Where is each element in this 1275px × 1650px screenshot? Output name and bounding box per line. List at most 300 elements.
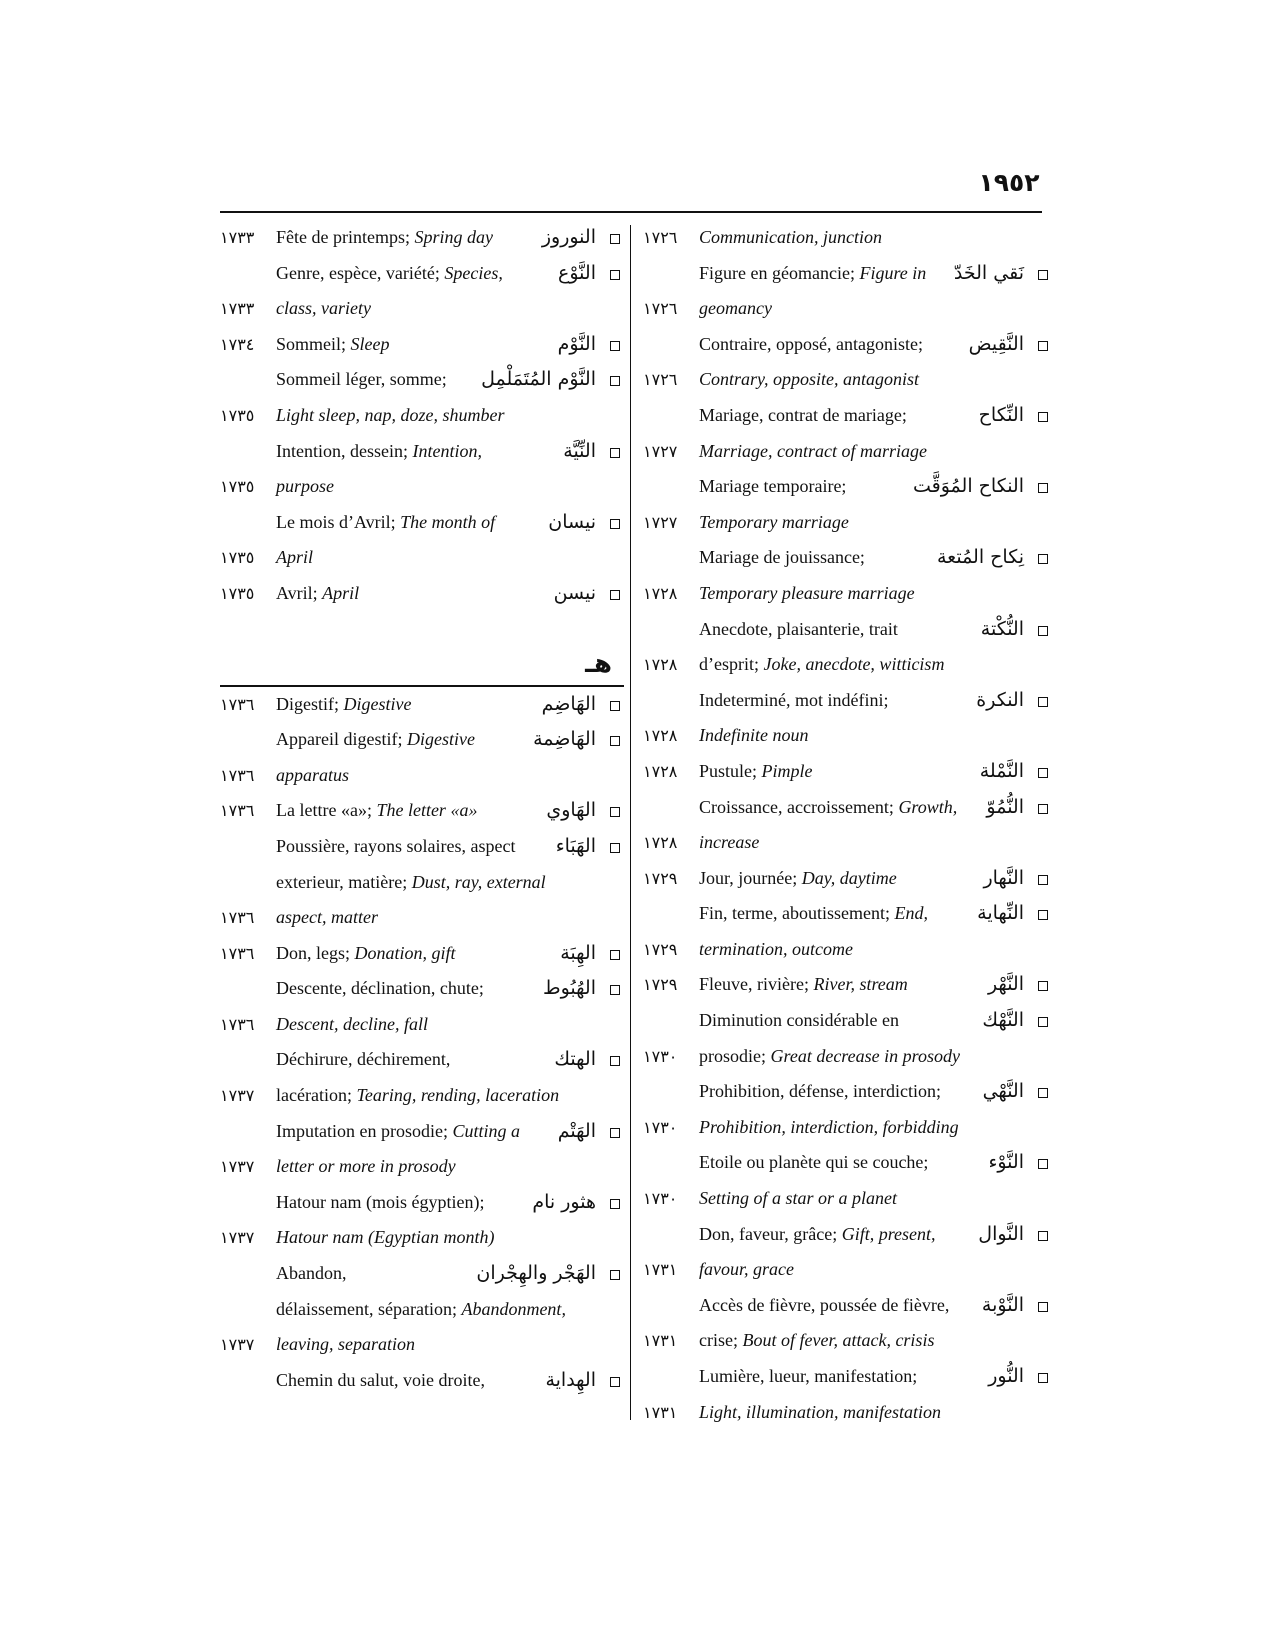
entry-definition [276, 1042, 450, 1078]
arabic-headword: النِّكاح [978, 403, 1024, 426]
french-definition: Avril; [276, 582, 323, 603]
entry-line [220, 936, 620, 972]
english-definition: Figure in [859, 262, 927, 283]
english-definition: Gift, present, [841, 1223, 936, 1244]
english-definition: aspect, matter [276, 907, 378, 928]
entry-bullet-icon [1038, 1159, 1048, 1169]
entry-line [643, 754, 1048, 790]
entry-line [220, 1042, 620, 1078]
english-definition: Contrary, opposite, antagonist [699, 369, 920, 390]
english-definition: River, stream [813, 974, 908, 995]
entry-definition [276, 1114, 520, 1150]
arabic-headword: النَّهار [983, 866, 1024, 889]
french-definition: Indeterminé, mot indéfini; [699, 689, 889, 710]
entry-definition [699, 505, 849, 541]
entry-number: ١٧٣٦ [220, 694, 255, 714]
entry-line [220, 865, 620, 901]
entry-definition [699, 647, 944, 683]
entry-definition [699, 790, 957, 826]
entry-line [220, 540, 620, 576]
entry-definition [699, 576, 915, 612]
french-definition: Mariage, contrat de mariage; [699, 404, 907, 425]
french-definition: Don, faveur, grâce; [699, 1223, 842, 1244]
entry-line [643, 967, 1048, 1003]
arabic-headword: نيسان [548, 510, 596, 533]
french-definition: exterieur, matière; [276, 871, 412, 892]
entry-definition [699, 291, 772, 327]
english-definition: increase [699, 832, 760, 853]
entry-bullet-icon [1038, 1088, 1048, 1098]
entry-line [220, 398, 620, 434]
entry-number: ١٧٣٧ [220, 1086, 255, 1106]
english-definition: Light, illumination, manifestation [699, 1401, 942, 1422]
entry-line [220, 793, 620, 829]
entry-line [643, 1110, 1048, 1146]
english-definition: Temporary pleasure marriage [699, 582, 915, 603]
entry-bullet-icon [1038, 981, 1048, 991]
arabic-headword: نِكاح المُتعة [936, 546, 1024, 569]
entry-line [643, 434, 1048, 470]
entry-definition [276, 900, 378, 936]
entry-bullet-icon [610, 1377, 620, 1387]
entry-definition [699, 1110, 959, 1146]
english-definition: geomancy [699, 298, 772, 319]
entry-line [220, 1149, 620, 1185]
english-definition: Species, [444, 262, 503, 283]
french-definition: Fleuve, rivière; [699, 974, 814, 995]
entry-definition [276, 1149, 456, 1185]
entry-line [220, 576, 620, 612]
entry-definition [276, 1185, 484, 1221]
entry-line [643, 398, 1048, 434]
french-definition: prosodie; [699, 1045, 771, 1066]
entry-definition [699, 220, 882, 256]
english-definition: Abandonment, [461, 1298, 566, 1319]
english-definition: Indefinite noun [699, 725, 809, 746]
entry-number: ١٧٢٨ [643, 583, 678, 603]
arabic-headword: النَّهْك [982, 1009, 1024, 1032]
entry-line [643, 505, 1048, 541]
left-section-entries [220, 687, 620, 1399]
entry-definition [276, 1256, 347, 1292]
arabic-headword: هثور نام [532, 1190, 596, 1213]
entry-line [643, 576, 1048, 612]
entry-definition [276, 220, 493, 256]
entry-definition [699, 754, 813, 790]
entry-bullet-icon [610, 234, 620, 244]
entry-line [643, 327, 1048, 363]
entry-line [220, 291, 620, 327]
english-definition: apparatus [276, 764, 350, 785]
entry-definition [699, 469, 846, 505]
french-definition: Déchirure, déchirement, [276, 1049, 451, 1070]
entry-line [643, 1039, 1048, 1075]
arabic-headword: النُّكْتة [980, 617, 1024, 640]
entry-definition [699, 967, 908, 1003]
entry-definition [699, 1323, 934, 1359]
arabic-headword: الهَتْم [557, 1119, 596, 1142]
french-definition: crise; [699, 1330, 743, 1351]
left-column [220, 220, 620, 1398]
entry-definition [276, 1327, 415, 1363]
arabic-headword: النَّوال [978, 1222, 1024, 1245]
entry-bullet-icon [610, 270, 620, 280]
entry-number: ١٧٣٠ [643, 1189, 678, 1209]
arabic-headword: الهُبُوط [543, 977, 596, 1000]
entry-line [643, 718, 1048, 754]
arabic-headword: النَّهْر [987, 973, 1024, 996]
entry-number: ١٧٣٦ [220, 801, 255, 821]
left-entries [220, 220, 620, 612]
entry-number: ١٧٣١ [643, 1260, 678, 1280]
entry-number: ١٧٣١ [643, 1402, 678, 1422]
entry-number: ١٧٣٦ [220, 1014, 255, 1034]
entry-line [643, 291, 1048, 327]
english-definition: Communication, junction [699, 227, 882, 247]
french-definition: Genre, espèce, variété; [276, 262, 445, 283]
entry-line [220, 505, 620, 541]
entry-line [643, 647, 1048, 683]
entry-line [643, 469, 1048, 505]
english-definition: Setting of a star or a planet [699, 1188, 897, 1209]
entry-definition [699, 683, 888, 719]
entry-definition [276, 398, 505, 434]
entry-definition [699, 327, 923, 363]
french-definition: d’esprit; [699, 654, 764, 675]
english-definition: Descent, decline, fall [276, 1013, 428, 1034]
entry-line [220, 758, 620, 794]
french-definition: Mariage de jouissance; [699, 547, 865, 568]
entry-number: ١٧٢٧ [643, 441, 678, 461]
french-definition: Poussière, rayons solaires, aspect [276, 835, 516, 856]
entry-number: ١٧٢٨ [643, 655, 678, 675]
entry-definition [276, 1220, 494, 1256]
entry-bullet-icon [610, 807, 620, 817]
entry-definition [699, 896, 928, 932]
entry-line [220, 434, 620, 470]
french-definition: Sommeil léger, somme; [276, 369, 447, 390]
entry-line [643, 896, 1048, 932]
english-definition: Great decrease in prosody [770, 1045, 960, 1066]
entry-line [643, 1288, 1048, 1324]
entry-line [643, 1181, 1048, 1217]
english-definition: Day, daytime [801, 867, 897, 888]
entry-bullet-icon [1038, 1373, 1048, 1383]
entry-line [643, 1323, 1048, 1359]
page-number: ١٩٥٢ [978, 168, 1040, 197]
entry-line [643, 1074, 1048, 1110]
entry-definition [699, 612, 898, 648]
entry-bullet-icon [610, 985, 620, 995]
entry-bullet-icon [1038, 697, 1048, 707]
arabic-headword: النَّوْم المُتَمَلْمِل [481, 368, 596, 391]
entry-line [220, 1114, 620, 1150]
english-definition: Digestive [343, 693, 412, 714]
english-definition: Bout of fever, attack, crisis [742, 1330, 935, 1351]
entry-line [220, 687, 620, 723]
entry-definition [276, 1363, 485, 1399]
arabic-headword: النَّوْم [557, 332, 596, 355]
entry-line [220, 1327, 620, 1363]
entry-line [220, 1220, 620, 1256]
entry-line [643, 932, 1048, 968]
arabic-headword: الهتك [554, 1048, 596, 1071]
entry-bullet-icon [1038, 341, 1048, 351]
entry-line [220, 1007, 620, 1043]
french-definition: Croissance, accroissement; [699, 796, 899, 817]
entry-number: ١٧٣٦ [220, 765, 255, 785]
entry-definition [276, 722, 475, 758]
english-definition: Hatour nam (Egyptian month) [276, 1227, 495, 1248]
entry-bullet-icon [610, 590, 620, 600]
entry-line [643, 1145, 1048, 1181]
french-definition: Etoile ou planète qui se couche; [699, 1152, 929, 1173]
french-definition: Fête de printemps; [276, 227, 415, 247]
french-definition: Lumière, lueur, manifestation; [699, 1366, 918, 1386]
column-divider [630, 225, 631, 1420]
entry-number: ١٧٣٤ [220, 334, 255, 354]
english-definition: April [322, 582, 360, 603]
arabic-headword: النكرة [976, 688, 1024, 711]
entry-bullet-icon [1038, 1302, 1048, 1312]
english-definition: Sleep [350, 333, 390, 354]
english-definition: letter or more in prosody [276, 1156, 456, 1177]
arabic-headword: الهَاضِمة [533, 728, 596, 751]
english-definition: Dust, ray, external [411, 871, 546, 892]
entry-definition [699, 434, 927, 470]
entry-line [643, 683, 1048, 719]
entry-definition [276, 256, 503, 292]
right-entries [643, 220, 1048, 1430]
entry-definition [699, 1003, 899, 1039]
english-definition: April [276, 547, 314, 568]
entry-line [220, 220, 620, 256]
entry-number: ١٧٣٠ [643, 1046, 678, 1066]
entry-line [643, 790, 1048, 826]
french-definition: Figure en géomancie; [699, 262, 860, 283]
arabic-headword: الهِبَة [560, 941, 596, 964]
entry-line [643, 1395, 1048, 1431]
entry-line [220, 327, 620, 363]
entry-number: ١٧٢٧ [643, 512, 678, 532]
entry-definition [276, 865, 546, 901]
entry-definition [699, 1074, 941, 1110]
arabic-headword: النُّور [988, 1365, 1024, 1387]
entry-definition [699, 398, 907, 434]
entry-definition [699, 1145, 928, 1181]
french-definition: Appareil digestif; [276, 729, 407, 750]
arabic-headword: النَّوْء [988, 1151, 1024, 1174]
entry-definition [276, 971, 484, 1007]
french-definition: Fin, terme, aboutissement; [699, 903, 895, 924]
entry-line [643, 1003, 1048, 1039]
entry-number: ١٧٢٨ [643, 833, 678, 853]
entry-definition [276, 829, 515, 865]
entry-bullet-icon [1038, 554, 1048, 564]
entry-bullet-icon [1038, 1231, 1048, 1241]
entry-bullet-icon [610, 448, 620, 458]
french-definition: Mariage temporaire; [699, 476, 847, 497]
english-definition: Intention, [412, 440, 482, 461]
entry-bullet-icon [610, 341, 620, 351]
french-definition: Abandon, [276, 1263, 347, 1284]
entry-bullet-icon [610, 1056, 620, 1066]
entry-bullet-icon [610, 1270, 620, 1280]
entry-definition [276, 469, 334, 505]
french-definition: Chemin du salut, voie droite, [276, 1369, 485, 1390]
entry-line [643, 1359, 1048, 1395]
english-definition: Digestive [406, 729, 475, 750]
entry-definition [276, 758, 349, 794]
entry-definition [699, 1359, 917, 1395]
entry-bullet-icon [1038, 1017, 1048, 1027]
entry-bullet-icon [1038, 804, 1048, 814]
entry-line [220, 900, 620, 936]
arabic-headword: النَّوْع [558, 261, 596, 284]
arabic-headword: النَّوْبة [981, 1293, 1024, 1316]
entry-definition [276, 1292, 566, 1328]
entry-line [220, 256, 620, 292]
arabic-headword: النَّمْلة [979, 759, 1024, 782]
entry-definition [699, 1039, 960, 1075]
entry-bullet-icon [610, 736, 620, 746]
entry-definition [699, 1395, 941, 1431]
entry-number: ١٧٢٩ [643, 939, 678, 959]
french-definition: lacération; [276, 1085, 357, 1106]
french-definition: Jour, journée; [699, 867, 802, 888]
arabic-headword: الهَاوي [546, 799, 596, 822]
french-definition: La lettre «a»; [276, 800, 377, 821]
english-definition: favour, grace [699, 1259, 794, 1280]
entry-definition [699, 861, 897, 897]
entry-definition [699, 718, 808, 754]
english-definition: Donation, gift [354, 942, 456, 963]
entry-bullet-icon [610, 1199, 620, 1209]
french-definition: Digestif; [276, 693, 344, 714]
entry-number: ١٧٣٣ [220, 228, 255, 247]
entry-number: ١٧٣١ [643, 1331, 678, 1351]
french-definition: Imputation en prosodie; [276, 1120, 453, 1141]
entry-line [220, 829, 620, 865]
french-definition: délaissement, séparation; [276, 1298, 462, 1319]
entry-line [220, 362, 620, 398]
entry-line [643, 256, 1048, 292]
entry-definition [276, 793, 477, 829]
entry-number: ١٧٣٦ [220, 908, 255, 928]
entry-line [643, 861, 1048, 897]
entry-definition [276, 1007, 428, 1043]
english-definition: Temporary marriage [699, 511, 849, 532]
french-definition: Sommeil; [276, 333, 351, 354]
entry-number: ١٧٣٥ [220, 405, 255, 425]
arabic-headword: الهِداية [545, 1368, 596, 1391]
entry-definition [276, 362, 447, 398]
english-definition: The letter «a» [376, 800, 478, 821]
entry-line [220, 971, 620, 1007]
entry-number: ١٧٣٦ [220, 943, 255, 963]
entry-number: ١٧٣٧ [220, 1157, 255, 1177]
entry-number: ١٧٣٠ [643, 1117, 678, 1137]
french-definition: Pustule; [699, 760, 762, 781]
entry-definition [276, 505, 495, 541]
entry-number: ١٧٣٧ [220, 1335, 255, 1355]
entry-bullet-icon [1038, 768, 1048, 778]
french-definition: Accès de fièvre, poussée de fièvre, [699, 1294, 950, 1315]
entry-line [643, 1252, 1048, 1288]
entry-definition [276, 936, 456, 972]
entry-bullet-icon [610, 519, 620, 529]
entry-definition [699, 540, 865, 576]
entry-definition [699, 932, 853, 968]
entry-number: ١٧٢٦ [643, 228, 678, 247]
entry-bullet-icon [610, 950, 620, 960]
entry-number: ١٧٣٧ [220, 1228, 255, 1248]
entry-bullet-icon [1038, 875, 1048, 885]
entry-bullet-icon [610, 701, 620, 711]
entry-line [643, 220, 1048, 256]
french-definition: Le mois d’Avril; [276, 511, 401, 532]
entry-number: ١٧٣٣ [220, 299, 255, 319]
entry-number: ١٧٣٥ [220, 583, 255, 603]
english-definition: Marriage, contract of marriage [699, 440, 927, 461]
entry-definition [699, 362, 919, 398]
entry-number: ١٧٣٥ [220, 477, 255, 497]
french-definition: Don, legs; [276, 942, 355, 963]
english-definition: purpose [276, 476, 334, 497]
entry-definition [699, 1252, 794, 1288]
french-definition: Anecdote, plaisanterie, trait [699, 618, 898, 639]
entry-line [220, 1363, 620, 1399]
arabic-headword: النِّهاية [977, 902, 1024, 925]
arabic-headword: النَّقِيض [968, 332, 1024, 355]
entry-definition [699, 1288, 949, 1324]
entry-definition [276, 576, 359, 612]
arabic-headword: النكاح المُوَقَّت [913, 475, 1024, 498]
entry-number: ١٧٢٦ [643, 370, 678, 390]
english-definition: Joke, anecdote, witticism [763, 654, 945, 675]
entry-bullet-icon [610, 843, 620, 853]
entry-line [220, 1256, 620, 1292]
entry-definition [276, 1078, 559, 1114]
arabic-headword: النِّيَّة [563, 439, 596, 462]
french-definition: Descente, déclination, chute; [276, 978, 484, 999]
entry-number: ١٧٣٥ [220, 548, 255, 568]
entry-line [643, 612, 1048, 648]
entry-line [220, 469, 620, 505]
entry-bullet-icon [610, 1128, 620, 1138]
arabic-headword: نَقي الخَدّ [953, 261, 1024, 284]
entry-definition [699, 1217, 936, 1253]
entry-line [643, 825, 1048, 861]
entry-line [220, 1185, 620, 1221]
english-definition: Spring day [414, 227, 493, 247]
french-definition: Hatour nam (mois égyptien); [276, 1191, 485, 1212]
right-column [643, 220, 1048, 1430]
entry-definition [276, 434, 482, 470]
french-definition: Diminution considérable en [699, 1010, 899, 1031]
english-definition: termination, outcome [699, 938, 853, 959]
entry-bullet-icon [1038, 412, 1048, 422]
entry-definition [699, 825, 759, 861]
entry-bullet-icon [1038, 910, 1048, 920]
arabic-headword: النوروز [541, 226, 596, 248]
entry-line [643, 362, 1048, 398]
entry-line [643, 540, 1048, 576]
entry-line [220, 722, 620, 758]
header-rule [220, 211, 1042, 213]
english-definition: Growth, [898, 796, 958, 817]
entry-bullet-icon [610, 376, 620, 386]
